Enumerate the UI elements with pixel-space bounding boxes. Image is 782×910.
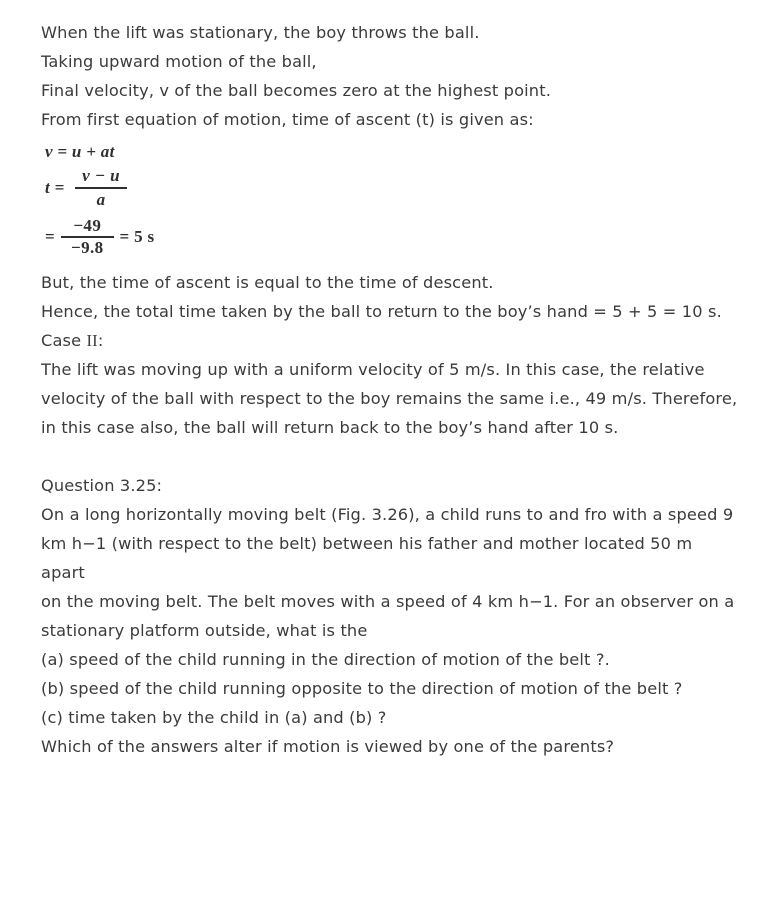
equation-minus49-over-minus98-equals-5s: [41, 212, 741, 262]
fraction-minus49-over-minus98: [61, 216, 114, 258]
equation-1-text: v = u + at: [45, 142, 115, 161]
fraction-v-minus-u-over-a: [75, 166, 127, 210]
question-body-line-1: On a long horizontally moving belt (Fig. 3.26), a child runs to and fro with a speed 9: [41, 505, 734, 524]
solution-line-1: When the lift was stationary, the boy throws the ball.: [41, 23, 480, 42]
question-body-line-3: on the moving belt. The belt moves with a speed of 4 km h−1. For an observer on a: [41, 592, 735, 611]
math-block: [41, 134, 741, 268]
question-part-c: (c) time taken by the child in (a) and (b) ?: [41, 708, 387, 727]
equation-t-equals-v-minus-u-over-a: [41, 164, 741, 212]
equation-2-lead: t =: [45, 178, 70, 197]
question-part-a: (a) speed of the child running in the direction of motion of the belt ?.: [41, 650, 610, 669]
fraction-numerator: v − u: [82, 166, 120, 186]
fraction-denominator: −9.8: [71, 237, 104, 257]
case-2-line-2: velocity of the ball with respect to the boy remains the same i.e., 49 m/s. Therefore,: [41, 389, 738, 408]
case-2-line-1: The lift was moving up with a uniform velocity of 5 m/s. In this case, the relative: [41, 360, 705, 379]
equation-v-equals-u-plus-at: [41, 140, 741, 164]
solution-line-4: From first equation of motion, time of ascent (t) is given as:: [41, 110, 534, 129]
solution-line-2: Taking upward motion of the ball,: [41, 52, 317, 71]
case-label-suffix: :: [97, 331, 104, 350]
fraction-denominator: a: [96, 189, 106, 209]
equation-3-lead: =: [45, 227, 55, 246]
equation-3-result: = 5 s: [119, 227, 155, 246]
question-closing: Which of the answers alter if motion is viewed by one of the parents?: [41, 737, 615, 756]
fraction-numerator: −49: [73, 216, 102, 236]
conclusion-line-1: But, the time of ascent is equal to the time of descent.: [41, 273, 494, 292]
question-part-b: (b) speed of the child running opposite to the direction of motion of the belt ?: [41, 679, 683, 698]
solution-line-3: Final velocity, v of the ball becomes zero at the highest point.: [41, 81, 552, 100]
case-2-line-3: in this case also, the ball will return back to the boy’s hand after 10 s.: [41, 418, 619, 437]
question-heading: Question 3.25:: [41, 476, 163, 495]
conclusion-line-2: Hence, the total time taken by the ball to return to the boy’s hand = 5 + 5 = 10 s.: [41, 302, 722, 321]
case-label-prefix: Case: [41, 331, 87, 350]
question-body-line-4: stationary platform outside, what is the: [41, 621, 368, 640]
section-spacer: [41, 442, 741, 471]
case-2-label: [41, 326, 741, 355]
document-content: [41, 18, 741, 761]
question-body-line-2: km h−1 (with respect to the belt) between his father and mother located 50 m apart: [41, 534, 698, 582]
case-label-numeral: II: [86, 331, 98, 350]
